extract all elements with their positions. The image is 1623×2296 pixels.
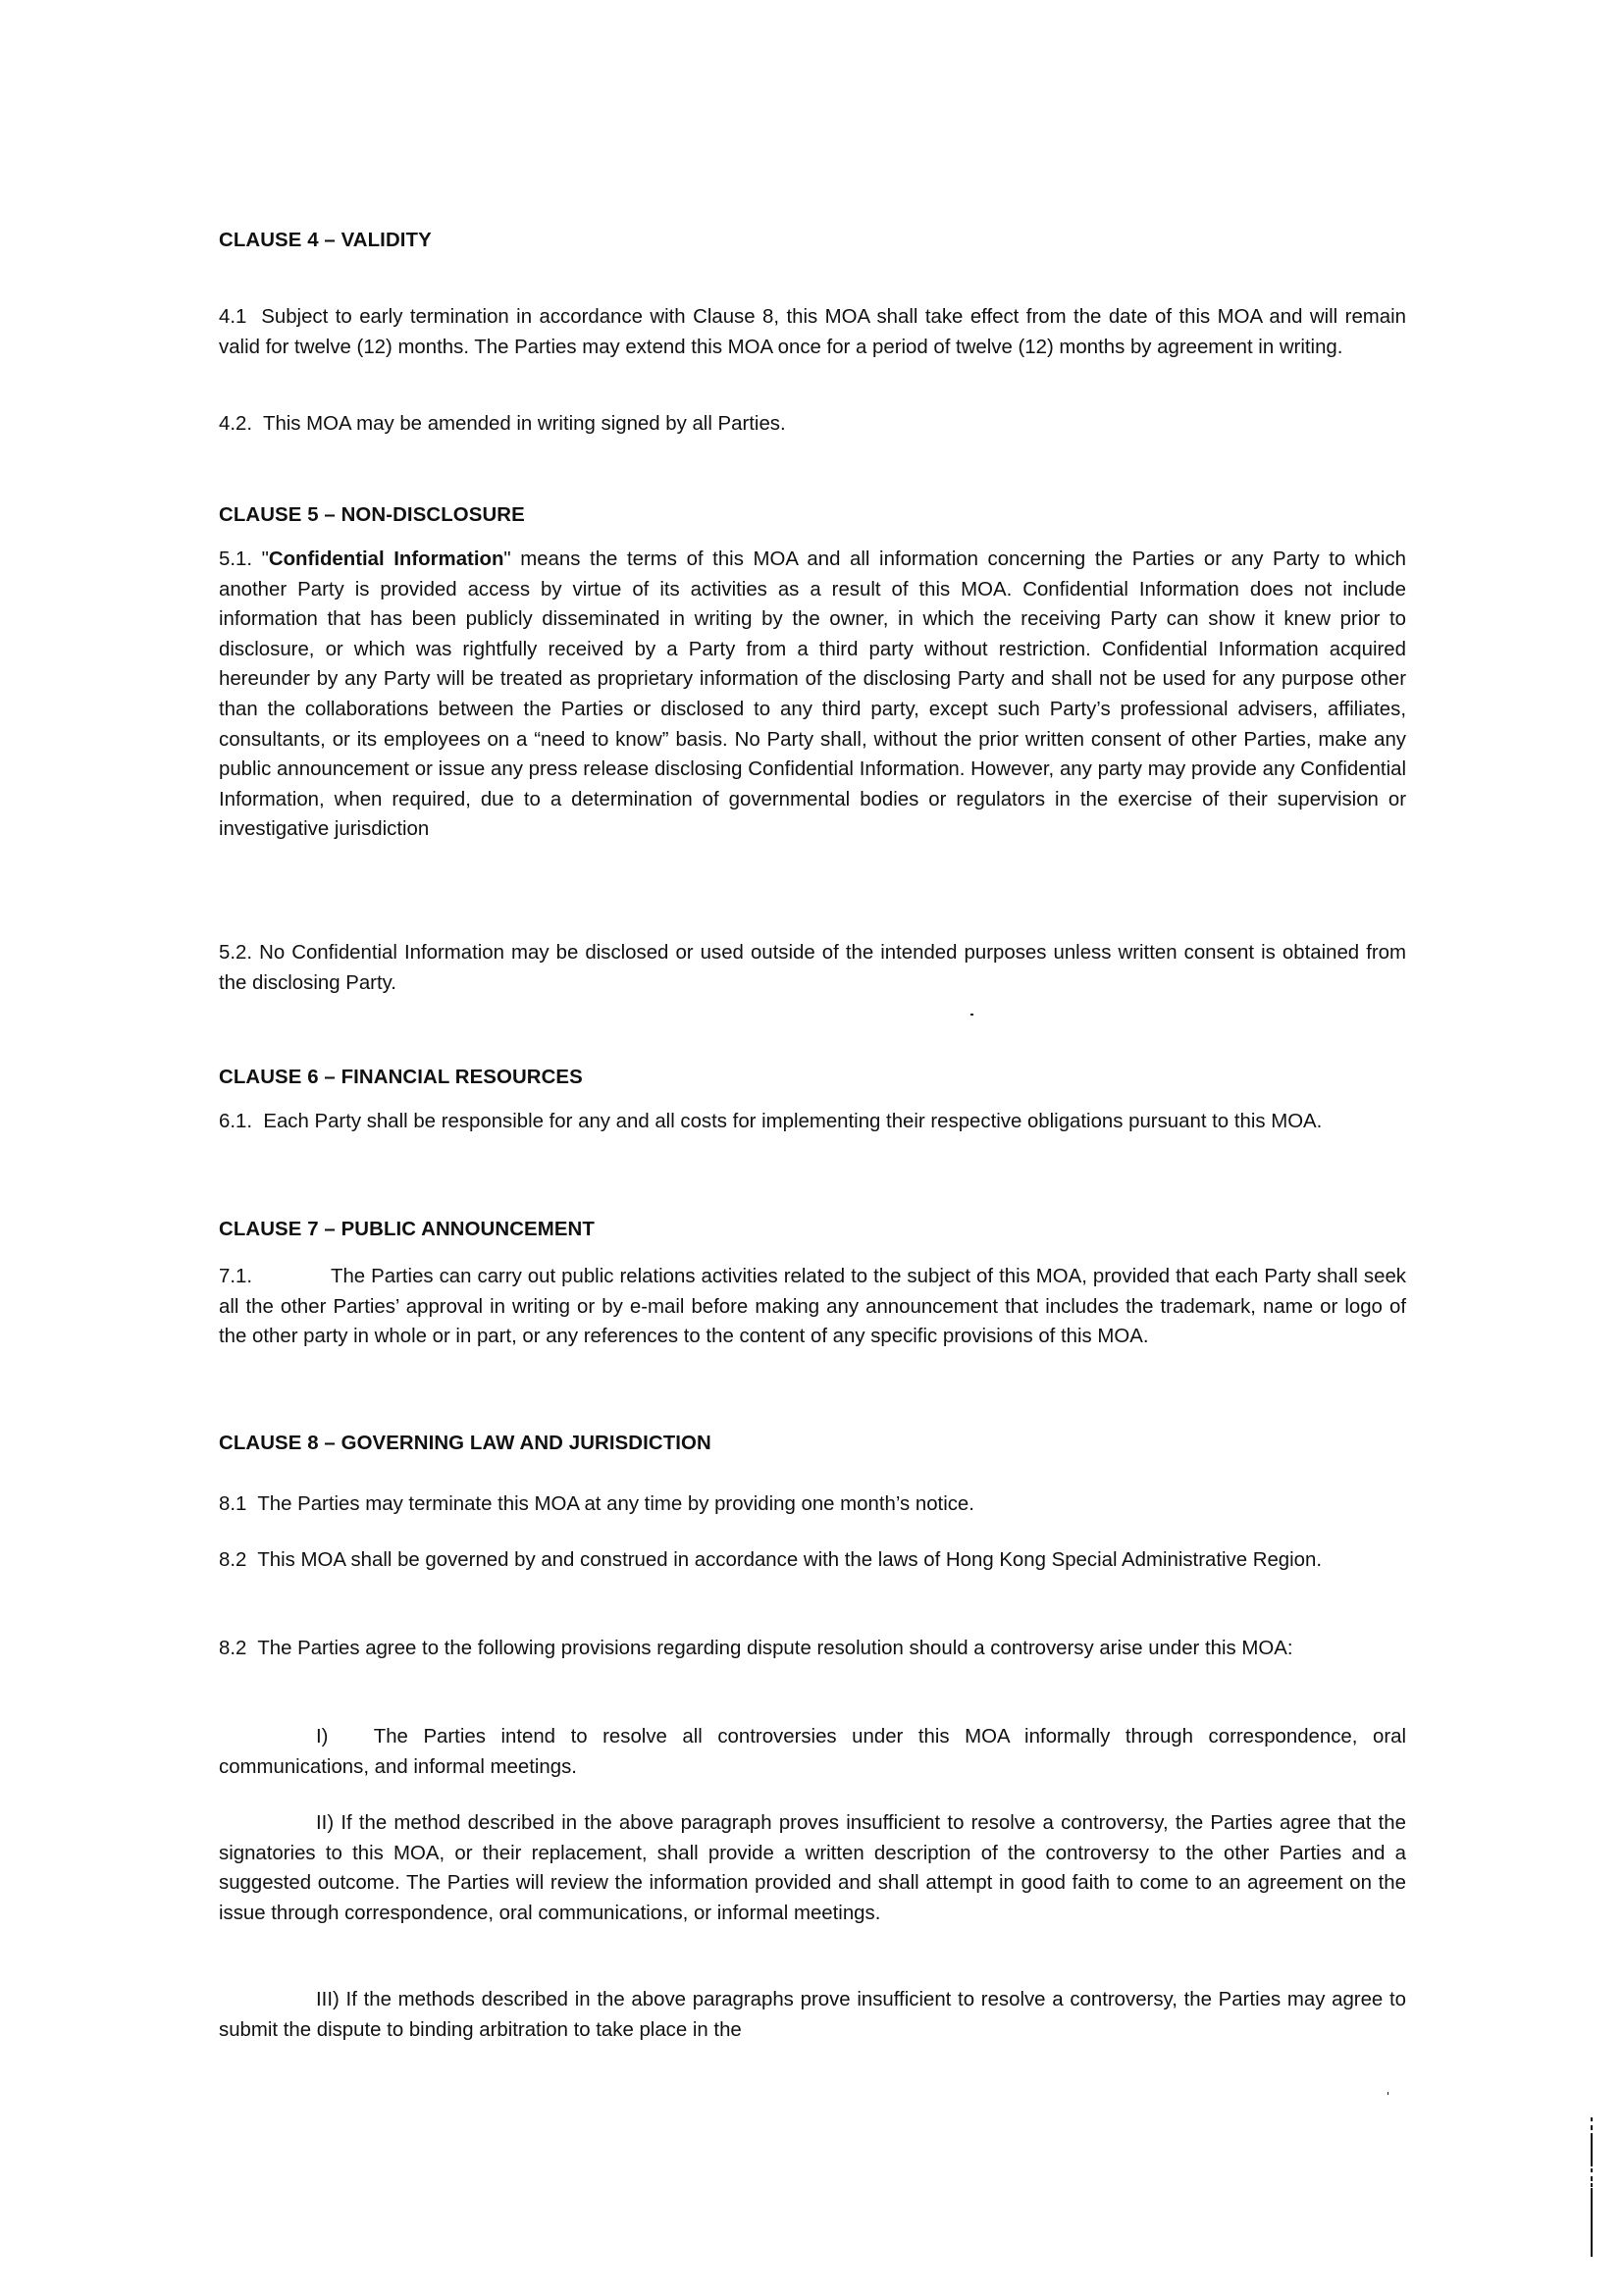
paragraph-text: The Parties may terminate this MOA at any time by providing one month’s notice. [257, 1493, 974, 1515]
paragraph-number: 8.2 [219, 1549, 258, 1571]
paragraph-text: No Confidential Information may be disclosed or used outside of the intended purposes unless written consent is obtained from the disclosing Party. [219, 942, 1407, 994]
paragraph-5-1 [219, 545, 1406, 845]
item-number: I) [316, 1726, 374, 1748]
dispute-item-3 [219, 1985, 1406, 2045]
quote-close: " [503, 548, 511, 570]
scan-edge-line [1591, 2188, 1593, 2257]
dispute-item-1 [219, 1722, 1406, 1782]
paragraph-7-1 [219, 1262, 1406, 1352]
paragraph-number: 4.1 [219, 306, 262, 328]
quote-open: " [261, 548, 269, 570]
scan-edge-line [1591, 2168, 1593, 2172]
paragraph-text: The Parties agree to the following provisions regarding dispute resolution should a controversy arise under this MOA: [257, 1638, 1293, 1659]
item-text: The Parties intend to resolve all controversies under this MOA informally through correspondence, oral communications, and informal meetings. [219, 1726, 1406, 1778]
paragraph-number: 8.2 [219, 1638, 258, 1659]
scan-speck [1387, 2092, 1388, 2095]
paragraph-text: Subject to early termination in accordance with Clause 8, this MOA shall take effect from the date of this MOA and will remain valid for twelve (12) months. The Parties may extend this MOA once for a period of twelve (12) months by agreement in writing. [219, 306, 1406, 358]
scan-edge-line [1591, 2176, 1593, 2181]
paragraph-6-1 [219, 1107, 1406, 1137]
clause-8-heading: CLAUSE 8 – GOVERNING LAW AND JURISDICTION [219, 1433, 711, 1454]
dispute-item-2 [219, 1808, 1406, 1928]
scan-edge-line [1591, 2133, 1593, 2166]
paragraph-text: means the terms of this MOA and all information concerning the Parties or any Party to which another Party is provided access by virtue of its activities as a result of this MOA. Confidential Information does not include information that has been publicly disseminated in writing by the owner, in which the receiving Party can show it knew prior to disclosure, or which was rightfully received by a Party from a third party without restriction. Confidential Information acquired hereunder by any Party will be treated as proprietary information of the disclosing Party and shall not be used for any purpose other than the collaborations between the Parties or disclosed to any third party, except such Party’s professional advisers, affiliates, consultants, or its employees on a “need to know” basis. No Party shall, without the prior written consent of other Parties, make any public announcement or issue any press release disclosing Confidential Information. However, any party may provide any Confidential Information, when required, due to a determination of governmental bodies or regulators in the exercise of their supervision or investigative jurisdiction [219, 548, 1406, 841]
paragraph-5-2 [219, 938, 1406, 998]
scan-edge-line [1591, 2117, 1593, 2121]
paragraph-number: 8.1 [219, 1493, 258, 1515]
paragraph-8-1 [219, 1489, 1406, 1520]
paragraph-4-2 [219, 409, 1406, 440]
paragraph-text: The Parties can carry out public relations activities related to the subject of this MOA, provided that each Party shall seek all the other Parties’ approval in writing or by e-mail before making any announcement that includes the trademark, name or logo of the other party in whole or in part, or any references to the content of any specific provisions of this MOA. [219, 1266, 1406, 1348]
clause-6-heading: CLAUSE 6 – FINANCIAL RESOURCES [219, 1067, 583, 1088]
item-number: III) [316, 1989, 346, 2010]
clause-7-heading: CLAUSE 7 – PUBLIC ANNOUNCEMENT [219, 1219, 595, 1240]
paragraph-4-1 [219, 302, 1406, 362]
item-text: If the method described in the above paragraph proves insufficient to resolve a controversy, the Parties agree that the signatories to this MOA, or their replacement, shall provide a written description of the controversy to the other Parties and a suggested outcome. The Parties will review the information provided and shall attempt in good faith to come to an agreement on the issue through correspondence, oral communications, or informal meetings. [219, 1812, 1406, 1924]
scan-edge-line [1591, 2183, 1593, 2187]
item-number: II) [316, 1812, 341, 1834]
clause-5-heading: CLAUSE 5 – NON-DISCLOSURE [219, 504, 525, 526]
paragraph-number: 5.2. [219, 942, 260, 964]
scan-edge-line [1591, 2125, 1593, 2130]
scan-speck [970, 1014, 973, 1016]
item-text: If the methods described in the above paragraphs prove insufficient to resolve a controversy, the Parties may agree to submit the dispute to binding arbitration to take place in the [219, 1989, 1407, 2041]
paragraph-number: 6.1. [219, 1111, 264, 1132]
paragraph-number: 5.1. [219, 548, 262, 570]
paragraph-8-2-governing-law [219, 1545, 1406, 1576]
paragraph-8-2-dispute-resolution [219, 1634, 1406, 1664]
paragraph-text: This MOA shall be governed by and construed in accordance with the laws of Hong Kong Special Administrative Region. [257, 1549, 1323, 1571]
defined-term: Confidential Information [268, 548, 504, 570]
clause-4-heading: CLAUSE 4 – VALIDITY [219, 230, 432, 251]
paragraph-text: This MOA may be amended in writing signed by all Parties. [262, 413, 786, 435]
paragraph-number: 4.2. [219, 413, 263, 435]
paragraph-text: Each Party shall be responsible for any and all costs for implementing their respective obligations pursuant to this MOA. [263, 1111, 1323, 1132]
paragraph-number: 7.1. [219, 1266, 253, 1287]
